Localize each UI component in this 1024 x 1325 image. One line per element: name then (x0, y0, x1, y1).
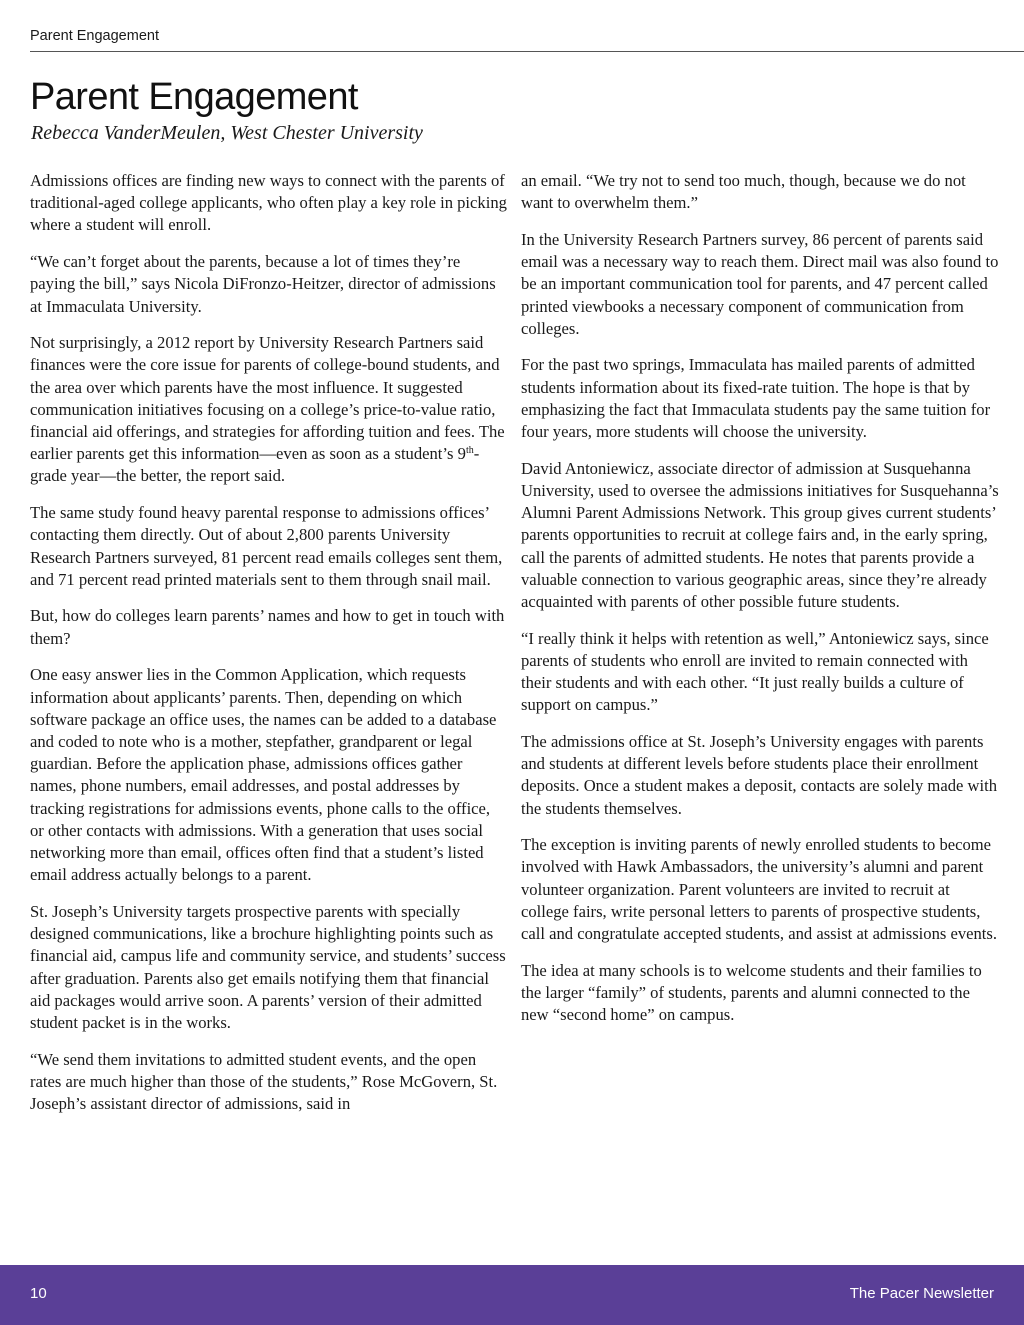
paragraph: David Antoniewicz, associate director of admission at Susquehanna University, used to oversee the admissions initiatives for Susquehanna’s Alumni Parent Admissions Network. This group gives current students’ parents opportunities to recruit at college fairs and, in the early spring, call the parents of admitted students. He notes that parents provide a valuable connection to various geographic areas, since they’re already acquainted with parents of other possible future students. (521, 458, 999, 611)
paragraph: The exception is inviting parents of newly enrolled students to become involved with Hawk Ambassadors, the university’s alumni and parent volunteer organization. Parent volunteers are invited to recruit at college fairs, write personal letters to parents of prospective students, call and congratulate accepted students, and assist at admissions events. (521, 835, 998, 944)
paragraph-text: -grade year—the better, the report said. (30, 444, 480, 486)
paragraph-text: Not surprisingly, a 2012 report by University Research Partners said finances were the core issue for parents of college-bound students, and the area over which parents have the most influence. It suggested communication initiatives focusing on a college’s price-to-value ratio, financial aid offerings, and strategies for affording tuition and fees. The earlier parents get this information—even as soon as a student’s 9 (30, 333, 505, 464)
paragraph: The admissions office at St. Joseph’s University engages with parents and students at different levels before students place their enrollment deposits. Once a student makes a deposit, contacts are solely made with the students themselves. (521, 731, 998, 818)
paragraph: “We send them invitations to admitted student events, and the open rates are much higher than those of the students,” Rose McGovern, St. Joseph’s assistant director of admissions, said in (30, 1049, 498, 1114)
paragraph: “I really think it helps with retention as well,” Antoniewicz says, since parents of students who enroll are invited to remain connected with their students and with each other. “It just really builds a culture of support on campus.” (521, 628, 989, 715)
paragraph: The same study found heavy parental response to admissions offices’ contacting them directly. Out of about 2,800 parents University Research Partners surveyed, 81 percent read emails colleges sent them, and 71 percent read printed materials sent to them through snail mail. (30, 503, 503, 589)
paragraph-report (30, 332, 508, 487)
paragraph: One easy answer lies in the Common Application, which requests information about applicants’ parents. Then, depending on which software package an office uses, the names can be added to a database and coded to note who is a mother, stepfather, grandparent or legal guardian. Before the application phase, admissions offices gather names, phone numbers, email addresses, and postal addresses by tracking registrations for admissions events, phone calls to the office, or other contacts with admissions. With a generation that uses social networking more than email, offices often find that a student’s listed email address actually belongs to a parent. (30, 665, 497, 885)
paragraph: “We can’t forget about the parents, because a lot of times they’re paying the bill,” says Nicola DiFronzo-Heitzer, director of admissions at Immaculata University. (30, 252, 496, 316)
paragraph: Admissions offices are finding new ways to connect with the parents of traditional-aged college applicants, who often play a key role in picking where a student will enroll. (30, 171, 507, 235)
publication-name: The Pacer Newsletter (849, 1285, 994, 1302)
paragraph: an email. “We try not to send too much, though, because we do not want to overwhelm them.” (521, 171, 966, 213)
paragraph: For the past two springs, Immaculata has mailed parents of admitted students information about its fixed-rate tuition. The hope is that by emphasizing the fact that Immaculata students pay the same tuition for four years, more students will choose the university. (521, 355, 991, 442)
paragraph: But, how do colleges learn parents’ names and how to get in touch with them? (30, 606, 505, 648)
running-head: Parent Engagement (30, 28, 159, 44)
page-number: 10 (30, 1285, 47, 1302)
article-byline: Rebecca VanderMeulen, West Chester University (31, 122, 423, 144)
superscript: th (465, 445, 474, 457)
article-title: Parent Engagement (30, 76, 358, 118)
header-divider (30, 51, 1024, 52)
paragraph: St. Joseph’s University targets prospective parents with specially designed communications, like a brochure highlighting points such as financial aid, campus life and community service, and students’ success after graduation. Parents also get emails notifying them that financial aid packages would arrive soon. A parents’ version of their admitted student packet is in the works. (30, 901, 506, 1032)
right-column (521, 170, 999, 1041)
paragraph: The idea at many schools is to welcome students and their families to the larger “family” of students, parents and alumni connected to the new “second home” on campus. (521, 960, 982, 1025)
footer-bar (0, 1265, 1024, 1325)
paragraph: In the University Research Partners survey, 86 percent of parents said email was a necessary way to reach them. Direct mail was also found to be an important communication tool for parents, and 47 percent called printed viewbooks a necessary component of communication from colleges. (521, 229, 999, 338)
left-column (30, 170, 508, 1130)
